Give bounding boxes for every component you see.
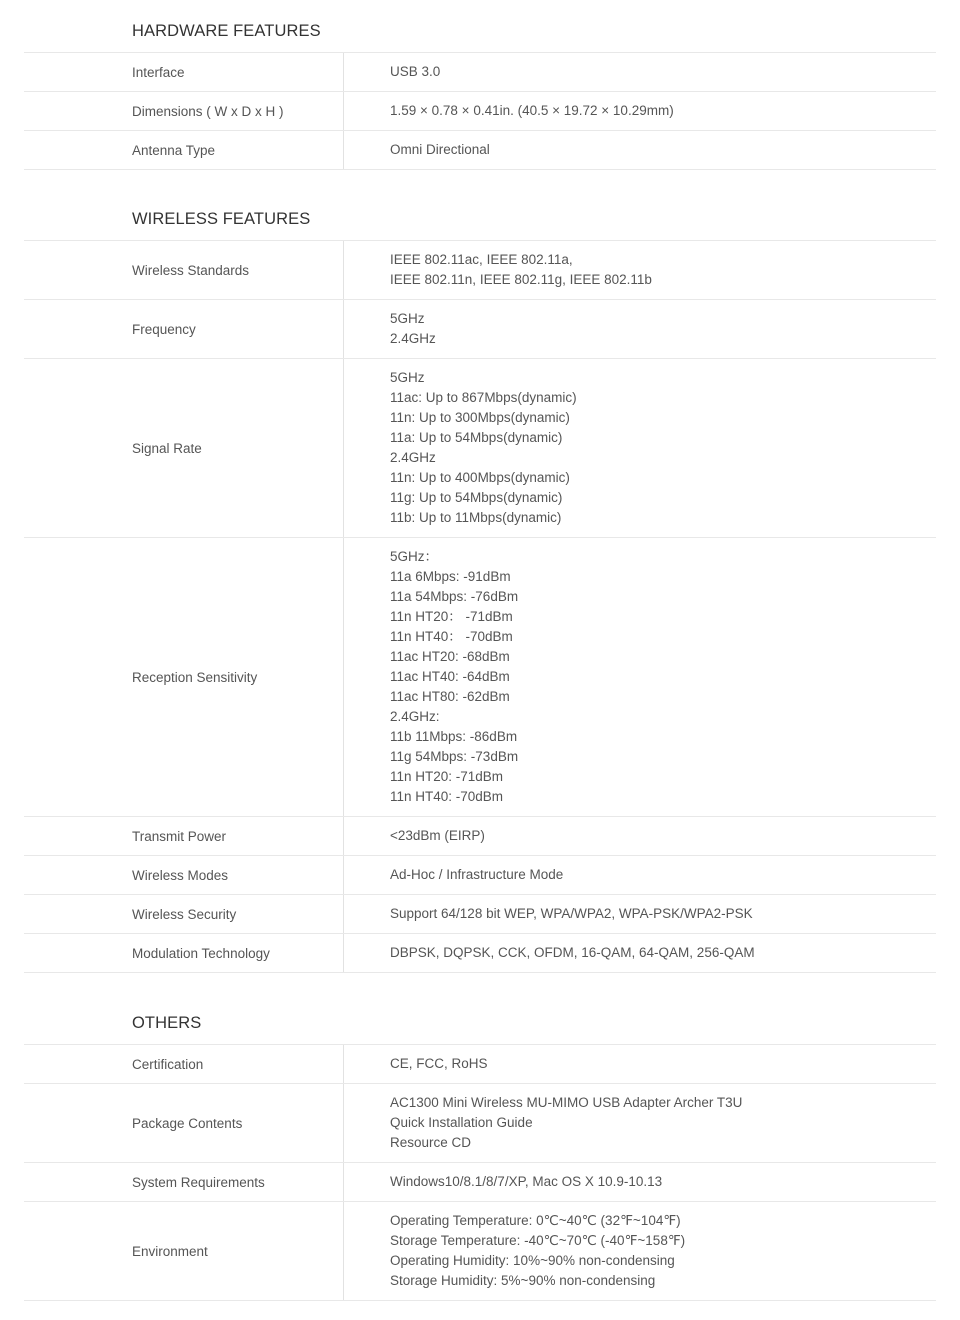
spec-value-line: 11a 54Mbps: -76dBm bbox=[390, 589, 519, 604]
spec-value-line: 11n HT40： -70dBm bbox=[390, 629, 513, 644]
spec-value-line: 2.4GHz bbox=[390, 331, 436, 346]
spec-label: Signal Rate bbox=[24, 359, 344, 537]
spec-value-line: 11n: Up to 400Mbps(dynamic) bbox=[390, 470, 570, 485]
spec-value-line: 5GHz bbox=[390, 311, 425, 326]
spec-label: Antenna Type bbox=[24, 131, 344, 169]
spec-row-interface bbox=[24, 53, 936, 92]
spec-label: Dimensions ( W x D x H ) bbox=[24, 92, 344, 130]
spec-row-modulation-technology bbox=[24, 934, 936, 973]
spec-label: Environment bbox=[24, 1202, 344, 1300]
spec-value-line: 5GHz bbox=[390, 370, 425, 385]
spec-value bbox=[344, 1163, 936, 1201]
spec-label: System Requirements bbox=[24, 1163, 344, 1201]
spec-value bbox=[344, 241, 936, 299]
spec-label: Interface bbox=[24, 53, 344, 91]
spec-value-line: 11n: Up to 300Mbps(dynamic) bbox=[390, 410, 570, 425]
spec-value-line: Ad-Hoc / Infrastructure Mode bbox=[390, 867, 564, 882]
spec-value-line: 11ac HT20: -68dBm bbox=[390, 649, 510, 664]
spec-value bbox=[344, 53, 936, 91]
spec-value bbox=[344, 934, 936, 972]
spec-row-antenna-type bbox=[24, 131, 936, 170]
spec-label: Reception Sensitivity bbox=[24, 538, 344, 816]
spec-value-line: Resource CD bbox=[390, 1135, 472, 1150]
spec-value bbox=[344, 92, 936, 130]
spec-row-system-requirements bbox=[24, 1163, 936, 1202]
spec-value bbox=[344, 1202, 936, 1300]
spec-value-line: 11ac HT80: -62dBm bbox=[390, 689, 510, 704]
spec-value-line: 11g: Up to 54Mbps(dynamic) bbox=[390, 490, 563, 505]
spec-value-line: 11n HT20： -71dBm bbox=[390, 609, 513, 624]
spec-value bbox=[344, 359, 936, 537]
spec-value-line: 11n HT20: -71dBm bbox=[390, 769, 504, 784]
spec-value-line: IEEE 802.11n, IEEE 802.11g, IEEE 802.11b bbox=[390, 272, 652, 287]
spec-value-line: Support 64/128 bit WEP, WPA/WPA2, WPA-PSK/WPA2-PSK bbox=[390, 906, 753, 921]
spec-value bbox=[344, 1084, 936, 1162]
spec-value-line: 11g 54Mbps: -73dBm bbox=[390, 749, 519, 764]
spec-label: Wireless Modes bbox=[24, 856, 344, 894]
spec-value bbox=[344, 1045, 936, 1083]
spec-row-wireless-standards bbox=[24, 241, 936, 300]
spec-table-others bbox=[24, 1044, 936, 1301]
spec-label: Transmit Power bbox=[24, 817, 344, 855]
spec-row-package-contents bbox=[24, 1084, 936, 1163]
spec-value-line: Quick Installation Guide bbox=[390, 1115, 533, 1130]
spec-row-wireless-security bbox=[24, 895, 936, 934]
spec-value bbox=[344, 817, 936, 855]
spec-value-line: Storage Humidity: 5%~90% non-condensing bbox=[390, 1273, 656, 1288]
spec-row-environment bbox=[24, 1202, 936, 1301]
spec-value-line: 11ac HT40: -64dBm bbox=[390, 669, 510, 684]
spec-value-line: 11a: Up to 54Mbps(dynamic) bbox=[390, 430, 563, 445]
spec-value-line: Storage Temperature: -40℃~70℃ (-40℉~158℉) bbox=[390, 1233, 686, 1248]
spec-value-line: <23dBm (EIRP) bbox=[390, 828, 485, 843]
spec-value-line: 11a 6Mbps: -91dBm bbox=[390, 569, 511, 584]
spec-value-line: CE, FCC, RoHS bbox=[390, 1056, 488, 1071]
section-title-wireless: WIRELESS FEATURES bbox=[132, 210, 311, 228]
spec-value-line: AC1300 Mini Wireless MU-MIMO USB Adapter Archer T3U bbox=[390, 1095, 743, 1110]
spec-label: Package Contents bbox=[24, 1084, 344, 1162]
spec-label: Modulation Technology bbox=[24, 934, 344, 972]
spec-value-line: IEEE 802.11ac, IEEE 802.11a, bbox=[390, 252, 573, 267]
spec-value bbox=[344, 300, 936, 358]
spec-row-dimensions bbox=[24, 92, 936, 131]
spec-value-line: Omni Directional bbox=[390, 142, 490, 157]
spec-value-line: 11b 11Mbps: -86dBm bbox=[390, 729, 518, 744]
spec-label: Certification bbox=[24, 1045, 344, 1083]
spec-value-line: USB 3.0 bbox=[390, 64, 441, 79]
spec-row-wireless-modes bbox=[24, 856, 936, 895]
spec-value bbox=[344, 856, 936, 894]
spec-row-reception-sensitivity bbox=[24, 538, 936, 817]
spec-value-line: 11ac: Up to 867Mbps(dynamic) bbox=[390, 390, 577, 405]
spec-value-line: 11n HT40: -70dBm bbox=[390, 789, 504, 804]
spec-value-line: DBPSK, DQPSK, CCK, OFDM, 16-QAM, 64-QAM, 256-QAM bbox=[390, 945, 755, 960]
spec-value-line: Operating Temperature: 0℃~40℃ (32℉~104℉) bbox=[390, 1213, 681, 1228]
section-title-others: OTHERS bbox=[132, 1014, 202, 1032]
spec-label: Frequency bbox=[24, 300, 344, 358]
section-title-hardware: HARDWARE FEATURES bbox=[132, 22, 321, 40]
spec-label: Wireless Security bbox=[24, 895, 344, 933]
spec-value-line: 1.59 × 0.78 × 0.41in. (40.5 × 19.72 × 10.29mm) bbox=[390, 103, 674, 118]
spec-value-line: 11b: Up to 11Mbps(dynamic) bbox=[390, 510, 562, 525]
spec-label: Wireless Standards bbox=[24, 241, 344, 299]
spec-value bbox=[344, 131, 936, 169]
spec-value-line: 2.4GHz bbox=[390, 450, 436, 465]
spec-row-frequency bbox=[24, 300, 936, 359]
spec-row-certification bbox=[24, 1045, 936, 1084]
spec-value bbox=[344, 895, 936, 933]
spec-row-transmit-power bbox=[24, 817, 936, 856]
spec-value-line: Windows10/8.1/8/7/XP, Mac OS X 10.9-10.13 bbox=[390, 1174, 663, 1189]
spec-table-hardware bbox=[24, 52, 936, 170]
spec-value-line: 5GHz： bbox=[390, 549, 439, 564]
spec-table-wireless bbox=[24, 240, 936, 973]
spec-value-line: Operating Humidity: 10%~90% non-condensing bbox=[390, 1253, 675, 1268]
spec-value bbox=[344, 538, 936, 816]
spec-row-signal-rate bbox=[24, 359, 936, 538]
spec-value-line: 2.4GHz: bbox=[390, 709, 440, 724]
